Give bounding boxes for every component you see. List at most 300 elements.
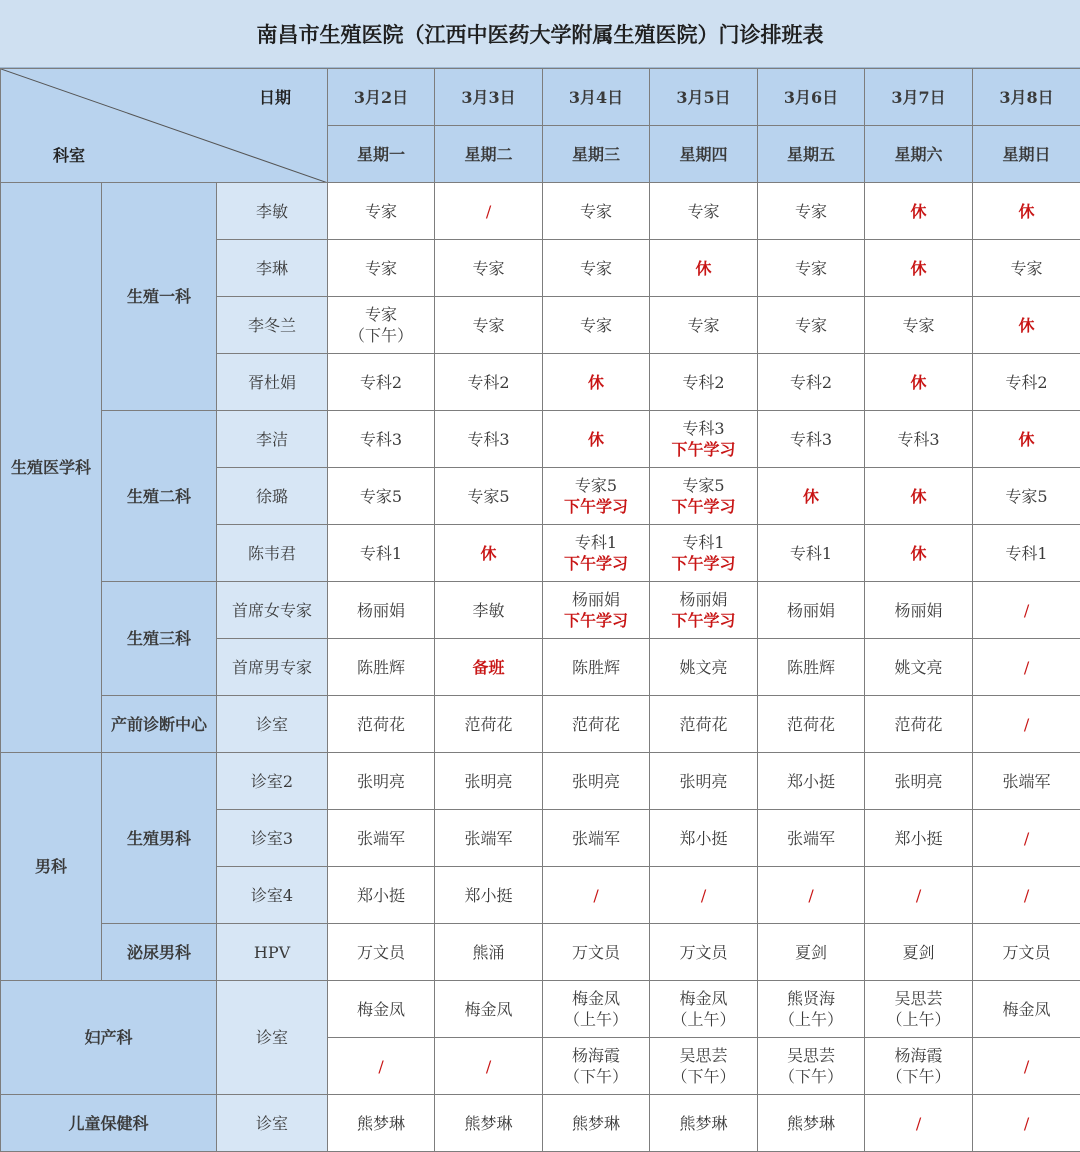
shift-text: （下午） <box>543 1066 649 1087</box>
schedule-cell <box>865 354 973 411</box>
shift-text: 专家 <box>650 201 757 222</box>
shift-text: 熊梦琳 <box>758 1113 864 1134</box>
schedule-cell <box>328 525 435 582</box>
schedule-cell <box>650 354 758 411</box>
schedule-cell <box>543 924 650 981</box>
schedule-cell <box>543 639 650 696</box>
shift-text: 郑小挺 <box>650 828 757 849</box>
shift-text: 郑小挺 <box>328 885 434 906</box>
page-title: 南昌市生殖医院（江西中医药大学附属生殖医院）门诊排班表 <box>0 0 1080 68</box>
shift-text: 姚文亮 <box>865 657 972 678</box>
schedule-cell <box>328 1038 435 1095</box>
schedule-cell <box>543 240 650 297</box>
schedule-cell <box>865 810 973 867</box>
status-text: 休 <box>865 543 972 564</box>
schedule-cell <box>328 981 435 1038</box>
schedule-cell <box>650 981 758 1038</box>
shift-text: 熊贤海 <box>758 988 864 1009</box>
shift-text: 吴思芸 <box>650 1045 757 1066</box>
schedule-cell <box>328 582 435 639</box>
shift-text: 杨丽娟 <box>543 589 649 610</box>
schedule-cell <box>650 696 758 753</box>
table-row <box>1 753 1080 810</box>
schedule-cell <box>328 411 435 468</box>
table-row <box>1 183 1080 240</box>
shift-text: 杨海霞 <box>543 1045 649 1066</box>
table-row <box>1 411 1080 468</box>
subdept-repro3: 生殖三科 <box>102 582 217 696</box>
room-name: 诊室4 <box>217 867 328 924</box>
schedule-cell <box>758 1095 865 1152</box>
shift-text: 熊涌 <box>435 942 542 963</box>
schedule-cell <box>758 810 865 867</box>
status-text: 下午学习 <box>543 496 649 517</box>
shift-text: 专家 <box>758 315 864 336</box>
schedule-cell <box>650 525 758 582</box>
subdept-repro-male: 生殖男科 <box>102 753 217 924</box>
shift-text: 张端军 <box>328 828 434 849</box>
status-text: 休 <box>865 258 972 279</box>
schedule-cell <box>543 753 650 810</box>
schedule-cell <box>973 1038 1080 1095</box>
shift-text: 专家5 <box>435 486 542 507</box>
status-text: 休 <box>435 543 542 564</box>
schedule-cell <box>328 753 435 810</box>
shift-text: 专科1 <box>543 532 649 553</box>
schedule-cell <box>865 981 973 1038</box>
schedule-cell <box>543 981 650 1038</box>
shift-text: 专家 <box>973 258 1080 279</box>
weekday-cell: 星期三 <box>543 126 650 183</box>
schedule-cell <box>758 1038 865 1095</box>
schedule-cell <box>543 1095 650 1152</box>
schedule-cell <box>435 354 543 411</box>
shift-text: 杨海霞 <box>865 1045 972 1066</box>
shift-text: 范荷花 <box>543 714 649 735</box>
schedule-cell <box>973 183 1080 240</box>
schedule-cell <box>435 297 543 354</box>
schedule-cell <box>328 354 435 411</box>
schedule-cell <box>650 240 758 297</box>
schedule-cell <box>650 1038 758 1095</box>
schedule-cell <box>650 411 758 468</box>
doctor-name: 徐璐 <box>217 468 328 525</box>
schedule-cell <box>543 297 650 354</box>
doctor-name: 李冬兰 <box>217 297 328 354</box>
doctor-name: 首席男专家 <box>217 639 328 696</box>
shift-text: 专科1 <box>328 543 434 564</box>
dept-repro-med: 生殖医学科 <box>1 183 102 753</box>
shift-text: 专家 <box>328 304 434 325</box>
schedule-cell <box>435 468 543 525</box>
schedule-cell <box>543 1038 650 1095</box>
weekday-cell: 星期五 <box>758 126 865 183</box>
schedule-cell <box>328 1095 435 1152</box>
shift-text: （下午） <box>758 1066 864 1087</box>
schedule-cell <box>650 924 758 981</box>
schedule-cell <box>758 924 865 981</box>
status-text: 休 <box>758 486 864 507</box>
shift-text: 专家 <box>758 258 864 279</box>
shift-text: （下午） <box>650 1066 757 1087</box>
shift-text: 专家5 <box>328 486 434 507</box>
empty-slot-mark: / <box>435 201 542 222</box>
shift-text: （上午） <box>865 1009 972 1030</box>
room-name: 诊室3 <box>217 810 328 867</box>
subdept-repro1: 生殖一科 <box>102 183 217 411</box>
schedule-cell <box>543 411 650 468</box>
schedule-cell <box>650 753 758 810</box>
status-text: 休 <box>865 486 972 507</box>
schedule-cell <box>435 582 543 639</box>
shift-text: （上午） <box>543 1009 649 1030</box>
shift-text: 专科2 <box>973 372 1080 393</box>
shift-text: 梅金凤 <box>543 988 649 1009</box>
schedule-cell <box>865 468 973 525</box>
shift-text: 专家5 <box>650 475 757 496</box>
dept-obgyn: 妇产科 <box>1 981 217 1095</box>
empty-slot-mark: / <box>650 885 757 906</box>
empty-slot-mark: / <box>973 885 1080 906</box>
shift-text: 熊梦琳 <box>543 1113 649 1134</box>
weekday-cell: 星期六 <box>865 126 973 183</box>
schedule-cell <box>328 924 435 981</box>
shift-text: 专家 <box>758 201 864 222</box>
subdept-uro-male: 泌尿男科 <box>102 924 217 981</box>
doctor-name: 李洁 <box>217 411 328 468</box>
shift-text: 杨丽娟 <box>650 589 757 610</box>
shift-text: 杨丽娟 <box>328 600 434 621</box>
schedule-cell <box>865 696 973 753</box>
date-label: 日期 <box>259 87 291 108</box>
shift-text: 专科3 <box>865 429 972 450</box>
schedule-cell <box>328 468 435 525</box>
table-row <box>1 696 1080 753</box>
shift-text: 张明亮 <box>435 771 542 792</box>
dept-child: 儿童保健科 <box>1 1095 217 1152</box>
shift-text: 范荷花 <box>758 714 864 735</box>
schedule-cell <box>435 753 543 810</box>
room-name: 诊室 <box>217 696 328 753</box>
schedule-cell <box>328 867 435 924</box>
schedule-cell <box>650 810 758 867</box>
header-date-row <box>1 69 1080 126</box>
status-text: 备班 <box>435 657 542 678</box>
dept-label: 科室 <box>53 145 85 166</box>
schedule-cell <box>758 753 865 810</box>
table-row <box>1 981 1080 1038</box>
status-text: 下午学习 <box>543 553 649 574</box>
schedule-cell <box>973 468 1080 525</box>
schedule-cell <box>973 525 1080 582</box>
shift-text: 姚文亮 <box>650 657 757 678</box>
shift-text: 专科2 <box>435 372 542 393</box>
shift-text: 熊梦琳 <box>650 1113 757 1134</box>
shift-text: 范荷花 <box>435 714 542 735</box>
empty-slot-mark: / <box>865 1113 972 1134</box>
schedule-cell <box>435 1095 543 1152</box>
schedule-cell <box>865 867 973 924</box>
shift-text: 范荷花 <box>328 714 434 735</box>
empty-slot-mark: / <box>435 1056 542 1077</box>
schedule-cell <box>865 639 973 696</box>
schedule-cell <box>865 753 973 810</box>
schedule-cell <box>973 867 1080 924</box>
shift-text: 张端军 <box>758 828 864 849</box>
schedule-cell <box>543 183 650 240</box>
shift-text: 张明亮 <box>328 771 434 792</box>
schedule-cell <box>758 240 865 297</box>
schedule-cell <box>865 411 973 468</box>
schedule-cell <box>973 1095 1080 1152</box>
schedule-cell <box>758 639 865 696</box>
shift-text: 张明亮 <box>865 771 972 792</box>
schedule-cell <box>973 411 1080 468</box>
shift-text: 熊梦琳 <box>435 1113 542 1134</box>
schedule-cell <box>650 582 758 639</box>
empty-slot-mark: / <box>865 885 972 906</box>
schedule-cell <box>543 810 650 867</box>
status-text: 下午学习 <box>650 439 757 460</box>
status-text: 休 <box>543 372 649 393</box>
corner-header <box>1 69 328 183</box>
status-text: 下午学习 <box>543 610 649 631</box>
subdept-prenatal: 产前诊断中心 <box>102 696 217 753</box>
schedule-cell <box>865 240 973 297</box>
schedule-cell <box>758 696 865 753</box>
shift-text: 杨丽娟 <box>865 600 972 621</box>
shift-text: 吴思芸 <box>865 988 972 1009</box>
status-text: 休 <box>865 201 972 222</box>
schedule-cell <box>435 867 543 924</box>
empty-slot-mark: / <box>973 657 1080 678</box>
empty-slot-mark: / <box>973 714 1080 735</box>
doctor-name: 李敏 <box>217 183 328 240</box>
status-text: 休 <box>973 429 1080 450</box>
date-cell: 3月6日 <box>758 69 865 126</box>
dept-male: 男科 <box>1 753 102 981</box>
schedule-cell <box>543 468 650 525</box>
shift-text: 梅金凤 <box>435 999 542 1020</box>
schedule-cell <box>758 297 865 354</box>
shift-text: 专家 <box>543 201 649 222</box>
schedule-cell <box>865 297 973 354</box>
empty-slot-mark: / <box>973 600 1080 621</box>
schedule-cell <box>650 468 758 525</box>
empty-slot-mark: / <box>973 1113 1080 1134</box>
schedule-cell <box>758 411 865 468</box>
schedule-cell <box>973 582 1080 639</box>
schedule-cell <box>865 582 973 639</box>
room-name: 诊室2 <box>217 753 328 810</box>
shift-text: 陈胜辉 <box>758 657 864 678</box>
doctor-name: 李琳 <box>217 240 328 297</box>
shift-text: 张明亮 <box>543 771 649 792</box>
shift-text: 专家 <box>650 315 757 336</box>
schedule-cell <box>435 411 543 468</box>
doctor-name: 首席女专家 <box>217 582 328 639</box>
schedule-cell <box>973 240 1080 297</box>
date-cell: 3月2日 <box>328 69 435 126</box>
schedule-cell <box>543 867 650 924</box>
status-text: 休 <box>650 258 757 279</box>
shift-text: 专家 <box>328 201 434 222</box>
date-cell: 3月3日 <box>435 69 543 126</box>
schedule-cell <box>328 240 435 297</box>
shift-text: 万文员 <box>973 942 1080 963</box>
schedule-cell <box>758 867 865 924</box>
schedule-cell <box>973 639 1080 696</box>
shift-text: 张端军 <box>543 828 649 849</box>
doctor-name: 胥杜娟 <box>217 354 328 411</box>
status-text: 下午学习 <box>650 553 757 574</box>
shift-text: 万文员 <box>543 942 649 963</box>
schedule-cell <box>543 696 650 753</box>
shift-text: 专家 <box>865 315 972 336</box>
schedule-cell <box>758 582 865 639</box>
schedule-cell <box>435 810 543 867</box>
shift-text: 专家 <box>543 315 649 336</box>
schedule-cell <box>973 354 1080 411</box>
shift-text: 熊梦琳 <box>328 1113 434 1134</box>
schedule-cell <box>650 297 758 354</box>
schedule-cell <box>328 639 435 696</box>
shift-text: 万文员 <box>650 942 757 963</box>
weekday-cell: 星期日 <box>973 126 1080 183</box>
shift-text: （上午） <box>650 1009 757 1030</box>
shift-text: 专家 <box>328 258 434 279</box>
schedule-cell <box>435 240 543 297</box>
shift-text: （下午） <box>328 325 434 346</box>
shift-text: （上午） <box>758 1009 864 1030</box>
schedule-cell <box>543 582 650 639</box>
status-text: 休 <box>543 429 649 450</box>
shift-text: 陈胜辉 <box>328 657 434 678</box>
shift-text: 张明亮 <box>650 771 757 792</box>
schedule-cell <box>650 183 758 240</box>
schedule-cell <box>435 183 543 240</box>
empty-slot-mark: / <box>328 1056 434 1077</box>
shift-text: 郑小挺 <box>865 828 972 849</box>
schedule-cell <box>328 183 435 240</box>
status-text: 休 <box>865 372 972 393</box>
shift-text: 陈胜辉 <box>543 657 649 678</box>
table-row <box>1 582 1080 639</box>
schedule-cell <box>328 696 435 753</box>
shift-text: 李敏 <box>435 600 542 621</box>
doctor-name: 陈韦君 <box>217 525 328 582</box>
shift-text: 专家5 <box>543 475 649 496</box>
empty-slot-mark: / <box>973 1056 1080 1077</box>
status-text: 休 <box>973 315 1080 336</box>
shift-text: 专家 <box>435 315 542 336</box>
schedule-cell <box>650 867 758 924</box>
schedule-cell <box>650 639 758 696</box>
shift-text: 张端军 <box>435 828 542 849</box>
shift-text: 专科1 <box>973 543 1080 564</box>
shift-text: 范荷花 <box>650 714 757 735</box>
shift-text: （下午） <box>865 1066 972 1087</box>
schedule-table <box>0 68 1080 1152</box>
schedule-cell <box>435 639 543 696</box>
weekday-cell: 星期二 <box>435 126 543 183</box>
schedule-cell <box>758 525 865 582</box>
date-cell: 3月8日 <box>973 69 1080 126</box>
schedule-cell <box>973 753 1080 810</box>
shift-text: 张端军 <box>973 771 1080 792</box>
schedule-cell <box>973 297 1080 354</box>
date-cell: 3月4日 <box>543 69 650 126</box>
status-text: 休 <box>973 201 1080 222</box>
shift-text: 梅金凤 <box>328 999 434 1020</box>
shift-text: 吴思芸 <box>758 1045 864 1066</box>
schedule-cell <box>435 696 543 753</box>
room-name: 诊室 <box>217 981 328 1095</box>
shift-text: 范荷花 <box>865 714 972 735</box>
shift-text: 梅金凤 <box>650 988 757 1009</box>
shift-text: 专科3 <box>650 418 757 439</box>
shift-text: 梅金凤 <box>973 999 1080 1020</box>
shift-text: 夏剑 <box>758 942 864 963</box>
schedule-cell <box>435 1038 543 1095</box>
schedule-cell <box>758 354 865 411</box>
schedule-cell <box>865 183 973 240</box>
shift-text: 专科2 <box>650 372 757 393</box>
shift-text: 专科2 <box>758 372 864 393</box>
shift-text: 专科2 <box>328 372 434 393</box>
shift-text: 专家5 <box>973 486 1080 507</box>
weekday-cell: 星期四 <box>650 126 758 183</box>
schedule-cell <box>865 525 973 582</box>
schedule-cell <box>328 297 435 354</box>
date-cell: 3月7日 <box>865 69 973 126</box>
schedule-cell <box>758 981 865 1038</box>
table-row <box>1 924 1080 981</box>
schedule-cell <box>865 924 973 981</box>
table-row <box>1 1095 1080 1152</box>
schedule-cell <box>435 924 543 981</box>
room-name: HPV <box>217 924 328 981</box>
subdept-repro2: 生殖二科 <box>102 411 217 582</box>
shift-text: 万文员 <box>328 942 434 963</box>
shift-text: 专家 <box>435 258 542 279</box>
schedule-cell <box>435 981 543 1038</box>
schedule-cell <box>865 1095 973 1152</box>
weekday-cell: 星期一 <box>328 126 435 183</box>
date-cell: 3月5日 <box>650 69 758 126</box>
shift-text: 专科1 <box>758 543 864 564</box>
schedule-cell <box>435 525 543 582</box>
shift-text: 杨丽娟 <box>758 600 864 621</box>
empty-slot-mark: / <box>758 885 864 906</box>
status-text: 下午学习 <box>650 496 757 517</box>
schedule-cell <box>973 810 1080 867</box>
schedule-cell <box>865 1038 973 1095</box>
schedule-cell <box>973 696 1080 753</box>
shift-text: 专科1 <box>650 532 757 553</box>
status-text: 下午学习 <box>650 610 757 631</box>
empty-slot-mark: / <box>543 885 649 906</box>
schedule-cell <box>543 354 650 411</box>
shift-text: 专家 <box>543 258 649 279</box>
shift-text: 专科3 <box>435 429 542 450</box>
schedule-cell <box>543 525 650 582</box>
schedule-cell <box>328 810 435 867</box>
schedule-cell <box>973 981 1080 1038</box>
schedule-cell <box>758 183 865 240</box>
shift-text: 郑小挺 <box>435 885 542 906</box>
shift-text: 郑小挺 <box>758 771 864 792</box>
